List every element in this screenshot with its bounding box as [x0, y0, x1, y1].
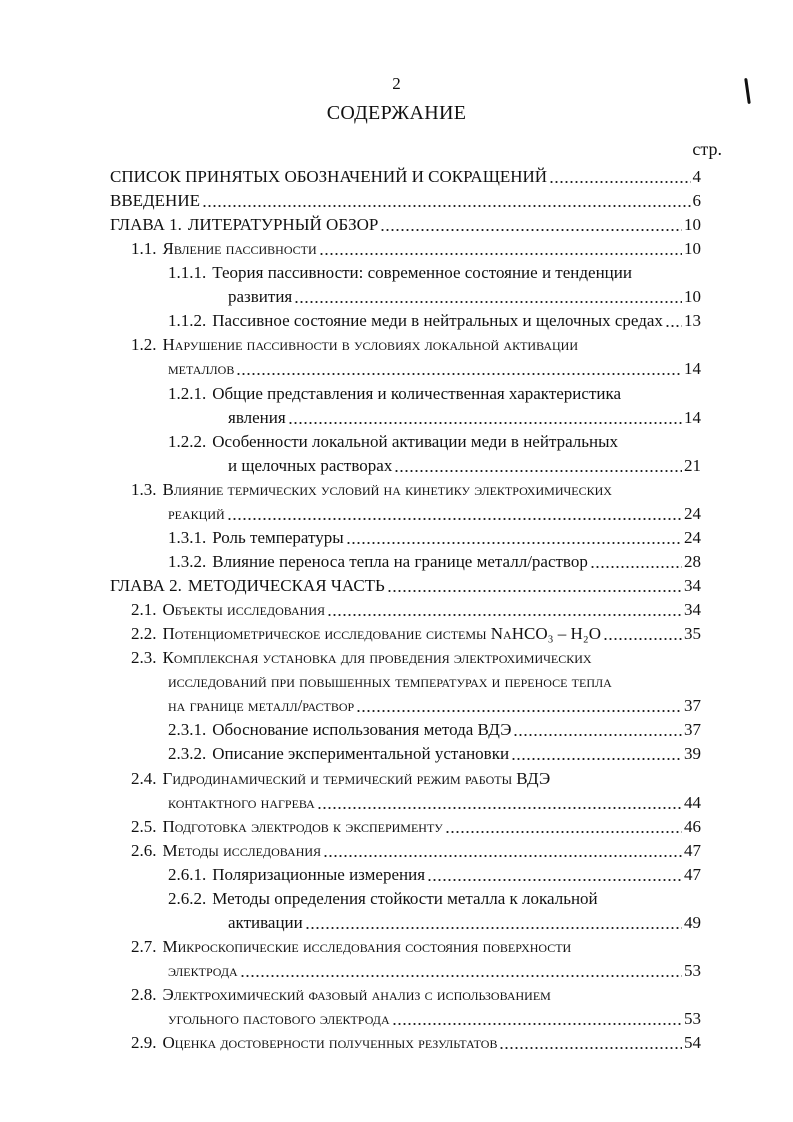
toc-entry-number: 2.6.: [131, 840, 157, 860]
toc-entry[interactable]: [168, 1009, 701, 1031]
toc-entry-page: 34: [684, 576, 701, 596]
dot-leader: [427, 878, 682, 882]
toc-entry-number: 2.3.2.: [168, 744, 207, 764]
toc-entry-page: 24: [684, 527, 701, 547]
toc-entry-title: Нарушение пассивности в условиях локальной активации: [162, 335, 578, 355]
dot-leader: [549, 180, 690, 184]
toc-entry-number: ГЛАВА 1.: [110, 215, 182, 235]
toc-entry-page: 44: [684, 792, 701, 812]
dot-leader: [346, 541, 682, 545]
toc-entry-title: Комплексная установка для проведения электрохимических: [162, 648, 592, 668]
toc-entry-page: 34: [684, 600, 701, 620]
toc-entry[interactable]: [228, 287, 701, 309]
toc-entry-number: 2.6.1.: [168, 864, 207, 884]
toc-entry-number: 1.3.2.: [168, 551, 207, 571]
toc-entry-title: Обоснование использования метода ВДЭ: [212, 720, 512, 740]
dot-leader: [319, 252, 682, 256]
dot-leader: [380, 228, 682, 232]
toc-entry[interactable]: [110, 215, 701, 237]
toc-entry-title: МЕТОДИЧЕСКАЯ ЧАСТЬ: [187, 576, 385, 596]
toc-entry-number: 2.7.: [131, 936, 157, 956]
toc-entry[interactable]: [168, 889, 598, 911]
toc-entry-number: 2.8.: [131, 985, 157, 1005]
toc-entry-title: ЛИТЕРАТУРНЫЙ ОБЗОР: [187, 215, 379, 235]
toc-entry[interactable]: [228, 456, 701, 478]
toc-entry-title: Теория пассивности: современное состояние и тенденции: [212, 263, 632, 283]
dot-leader: [240, 974, 682, 978]
toc-entry-title: активации: [228, 912, 303, 932]
dot-leader: [236, 372, 682, 376]
toc-entry-title: Электрохимический фазовый анализ с использованием: [162, 985, 551, 1005]
toc-entry-page: 14: [684, 359, 701, 379]
toc-entry[interactable]: [168, 865, 701, 887]
dot-leader: [227, 517, 682, 521]
toc-entry-page: 54: [684, 1033, 701, 1053]
toc-entry-page: 4: [692, 167, 701, 186]
toc-entry-number: 1.2.2.: [168, 431, 207, 451]
page-column-label: стр.: [692, 139, 722, 159]
toc-entry[interactable]: [131, 480, 612, 502]
toc-entry-title: на границе металл/раствор: [168, 696, 355, 716]
toc-entry[interactable]: [168, 263, 632, 285]
toc-entry-title: Влияние переноса тепла на границе металл/раствор: [212, 551, 588, 571]
toc-entry-title: Особенности локальной активации меди в нейтральных: [212, 431, 619, 451]
dot-leader: [294, 300, 682, 304]
toc-entry-page: 28: [684, 551, 701, 571]
toc-entry-title: Объекты исследования: [162, 600, 326, 620]
dot-leader: [511, 757, 682, 761]
dot-leader: [603, 637, 682, 641]
toc-entry[interactable]: [168, 384, 621, 406]
toc-entry-title: явления: [228, 407, 286, 427]
dot-leader: [445, 830, 682, 834]
toc-entry-title: ВВЕДЕНИЕ: [110, 191, 200, 211]
toc-entry-number: 2.2.: [131, 624, 157, 644]
toc-entry-title: Оценка достоверности полученных результатов: [162, 1033, 498, 1053]
dot-leader: [513, 733, 682, 737]
toc-entry-title: Поляризационные измерения: [212, 864, 426, 884]
toc-entry-page: 10: [684, 215, 701, 235]
toc-entry[interactable]: [168, 744, 701, 766]
toc-entry-page: 47: [684, 840, 701, 860]
toc-entry[interactable]: [131, 648, 592, 670]
toc-entry-title: Методы исследования: [162, 840, 322, 860]
toc-entry-number: 2.3.: [131, 648, 157, 668]
dot-leader: [327, 613, 682, 617]
toc-entry-page: 21: [684, 455, 701, 475]
toc-entry[interactable]: [131, 600, 701, 622]
dot-leader: [665, 324, 682, 328]
toc-entry-page: 14: [684, 407, 701, 427]
toc-entry[interactable]: [131, 817, 701, 839]
toc-entry-number: 2.9.: [131, 1033, 157, 1053]
toc-entry[interactable]: [131, 239, 701, 261]
toc-entry-title: развития: [228, 287, 293, 307]
toc-entry-page: 53: [684, 960, 701, 980]
toc-entry-title: угольного пастового электрода: [168, 1009, 390, 1029]
toc-entry-number: 1.3.: [131, 479, 157, 499]
dot-leader: [288, 421, 682, 425]
toc-entry-page: 6: [692, 191, 701, 211]
toc-entry-number: 2.3.1.: [168, 720, 207, 740]
toc-entry-number: 1.2.: [131, 335, 157, 355]
dot-leader: [499, 1046, 682, 1050]
page-number: 2: [392, 74, 401, 93]
toc-entry-title: Явление пассивности: [162, 239, 317, 259]
dot-leader: [387, 589, 682, 593]
toc-entry[interactable]: [168, 696, 701, 718]
toc-entry[interactable]: [168, 311, 701, 333]
toc-entry[interactable]: [110, 167, 701, 189]
toc-entry[interactable]: [110, 191, 701, 213]
toc-entry-page: 49: [684, 912, 701, 932]
toc-entry-title: металлов: [168, 359, 235, 379]
toc-entry-title: Роль температуры: [212, 527, 344, 547]
page-title: СОДЕРЖАНИЕ: [326, 102, 467, 124]
toc-entry-title: исследований при повышенных температурах и переносе тепла: [168, 672, 612, 692]
toc-entry[interactable]: [168, 672, 612, 694]
toc-entry-page: 13: [684, 311, 701, 331]
toc-entry-number: 2.4.: [131, 768, 157, 788]
toc-entry-title: и щелочных растворах: [228, 455, 393, 475]
toc-entry-number: 2.5.: [131, 816, 157, 836]
toc-entry-page: 46: [684, 816, 701, 836]
toc-entry-title: Потенциометрическое исследование системы NaHCO₃ – H₂O: [162, 624, 602, 644]
toc-entry[interactable]: [131, 335, 578, 357]
toc-entry[interactable]: [168, 961, 701, 983]
toc-entry-title: Влияние термических условий на кинетику электрохимических: [162, 479, 612, 499]
toc-entry-title: Описание экспериментальной установки: [212, 744, 510, 764]
toc-entry[interactable]: [168, 552, 701, 574]
toc-entry[interactable]: [131, 841, 701, 863]
dot-leader: [317, 806, 682, 810]
dot-leader: [202, 204, 691, 208]
toc-entry-title: Гидродинамический и термический режим работы ВДЭ: [162, 768, 551, 788]
toc-entry-page: 10: [684, 239, 701, 259]
toc-entry-page: 24: [684, 503, 701, 523]
toc-entry-page: 37: [684, 720, 701, 740]
toc-entry-page: 39: [684, 744, 701, 764]
toc-entry[interactable]: [168, 720, 701, 742]
dot-leader: [323, 854, 682, 858]
toc-entry-number: 1.1.2.: [168, 311, 207, 331]
dot-leader: [356, 709, 682, 713]
toc-entry-title: Общие представления и количественная характеристика: [212, 383, 622, 403]
dot-leader: [305, 926, 682, 930]
toc-entry-page: 37: [684, 696, 701, 716]
toc-entry-number: 1.1.1.: [168, 263, 207, 283]
toc-entry[interactable]: [168, 504, 701, 526]
toc-entry[interactable]: [168, 359, 701, 381]
toc-entry[interactable]: [228, 913, 701, 935]
dot-leader: [590, 565, 682, 569]
toc-entry-title: Пассивное состояние меди в нейтральных и щелочных средах: [212, 311, 663, 331]
toc-entry-title: реакций: [168, 503, 225, 523]
toc-entry-page: 47: [684, 864, 701, 884]
toc-entry-number: 1.1.: [131, 239, 157, 259]
toc-entry-title: Методы определения стойкости металла к локальной: [212, 888, 598, 908]
toc-entry-title: Подготовка электродов к эксперименту: [162, 816, 443, 836]
toc-entry-page: 35: [684, 624, 701, 644]
toc-entry-number: 1.3.1.: [168, 527, 207, 547]
toc-entry-page: 10: [684, 287, 701, 307]
toc-entry-title: СПИСОК ПРИНЯТЫХ ОБОЗНАЧЕНИЙ И СОКРАЩЕНИЙ: [110, 167, 548, 186]
toc-entry-page: 53: [684, 1009, 701, 1029]
toc-entry[interactable]: [131, 937, 571, 959]
toc-entry-number: 1.2.1.: [168, 383, 207, 403]
toc-entry-title: Микроскопические исследования состояния поверхности: [162, 936, 572, 956]
toc-entry[interactable]: [131, 985, 551, 1007]
toc-entry[interactable]: [168, 528, 701, 550]
dot-leader: [392, 1022, 682, 1026]
toc-entry-number: 2.1.: [131, 600, 157, 620]
toc-entry[interactable]: [131, 1033, 701, 1055]
dot-leader: [394, 469, 682, 473]
toc-entry[interactable]: [131, 769, 550, 791]
toc-entry[interactable]: [168, 432, 618, 454]
toc-entry[interactable]: [110, 576, 701, 598]
toc-entry-title: электрода: [168, 960, 238, 980]
toc-entry[interactable]: [131, 624, 701, 646]
toc-entry[interactable]: [168, 793, 701, 815]
toc-entry-title: контактного нагрева: [168, 792, 315, 812]
toc-entry[interactable]: [228, 408, 701, 430]
toc-entry-number: 2.6.2.: [168, 888, 207, 908]
toc-entry-number: ГЛАВА 2.: [110, 576, 182, 596]
